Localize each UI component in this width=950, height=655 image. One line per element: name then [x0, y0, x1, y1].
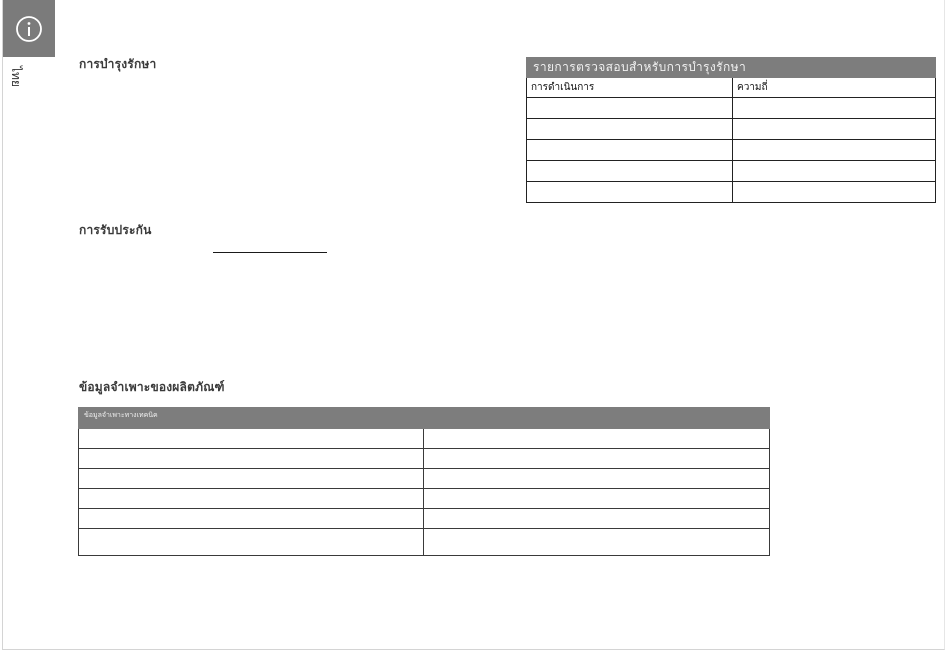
table-cell: [79, 429, 424, 449]
table-cell: [424, 429, 770, 449]
table-cell: [733, 161, 936, 182]
table-row: [527, 140, 936, 161]
table-cell: [79, 509, 424, 529]
specs-header-value: [424, 408, 770, 429]
table-cell: [424, 529, 770, 556]
warranty-underline: [213, 252, 327, 253]
table-cell: [527, 119, 733, 140]
table-cell: [79, 529, 424, 556]
table-row: [527, 182, 936, 203]
language-label: ไทย: [9, 66, 23, 87]
specs-heading: ข้อมูลจำเพาะของผลิตภัณฑ์: [79, 380, 225, 394]
table-row: [527, 98, 936, 119]
table-cell: [424, 509, 770, 529]
info-circle-icon: [14, 14, 44, 44]
specs-header-technical: ข้อมูลจำเพาะทางเทคนิค: [79, 408, 424, 429]
table-cell: [527, 98, 733, 119]
table-row: [527, 119, 936, 140]
checklist-header-frequency: ความถี่: [733, 78, 936, 98]
table-row: [79, 469, 770, 489]
table-row: [79, 509, 770, 529]
table-row: [79, 429, 770, 449]
table-row: [79, 449, 770, 469]
product-specs-table: [78, 407, 770, 556]
table-cell: [733, 119, 936, 140]
table-cell: [79, 469, 424, 489]
table-cell: [733, 182, 936, 203]
table-cell: [79, 449, 424, 469]
table-cell: [424, 469, 770, 489]
table-row: [527, 161, 936, 182]
table-cell: [527, 182, 733, 203]
maintenance-checklist-table: [526, 57, 936, 203]
maintenance-heading: การบำรุงรักษา: [79, 57, 157, 71]
checklist-title: รายการตรวจสอบสำหรับการบำรุงรักษา: [527, 58, 936, 78]
table-cell: [424, 489, 770, 509]
table-cell: [733, 98, 936, 119]
table-cell: [527, 140, 733, 161]
info-tab[interactable]: [3, 0, 55, 57]
checklist-header-action: การดำเนินการ: [527, 78, 733, 98]
warranty-heading: การรับประกัน: [79, 223, 152, 237]
table-cell: [79, 489, 424, 509]
table-cell: [733, 140, 936, 161]
table-row: [79, 529, 770, 556]
table-cell: [527, 161, 733, 182]
table-cell: [424, 449, 770, 469]
table-row: [79, 489, 770, 509]
